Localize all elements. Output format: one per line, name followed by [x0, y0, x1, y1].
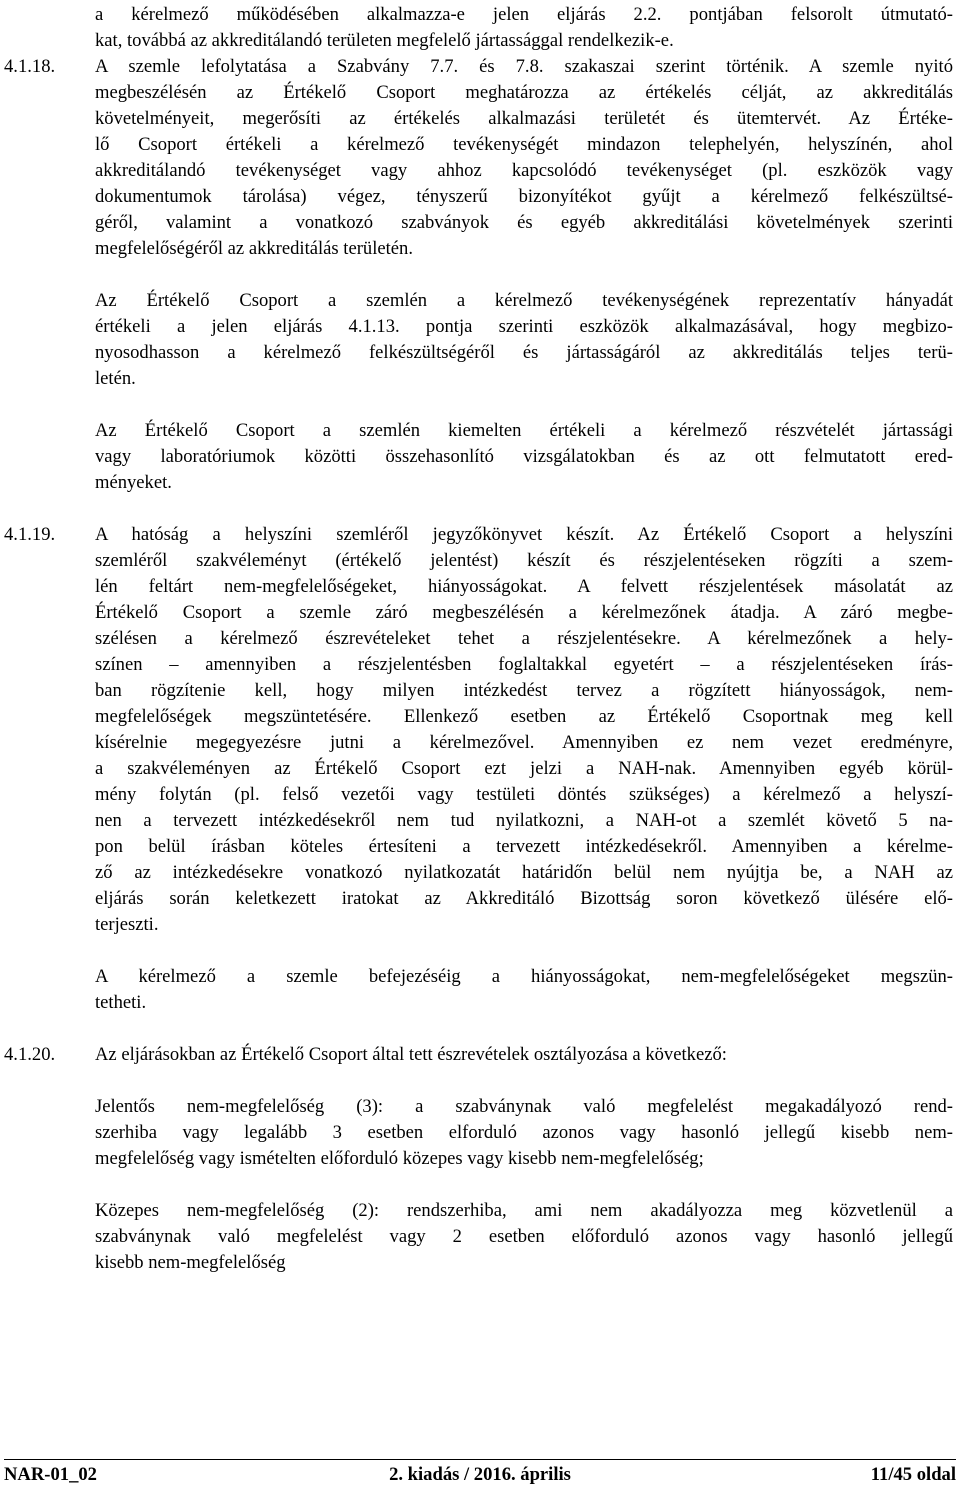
s18-p2-line: értékeli a jelen eljárás 4.1.13. pontja szerinti eszközök alkalmazásával, hogy megbizo- [95, 316, 953, 337]
s18-p1-line: akkreditálandó tevékenységet vagy ahhoz kapcsolódó tevékenységet (pl. eszközök vagy [95, 160, 953, 181]
s20-p3-line: kisebb nem-megfelelőség [95, 1252, 286, 1273]
s20-p3-line: szabványnak való megfelelést vagy 2 esetben előforduló azonos vagy hasonló jellegű [95, 1226, 953, 1247]
s19-p1-line: megfelelőségek megszüntetésére. Ellenkező esetben az Értékelő Csoportnak meg kell [95, 706, 953, 727]
s20-p1-line: Az eljárásokban az Értékelő Csoport által tett észrevételek osztályozása a következő: [95, 1044, 727, 1065]
footer-doc-id: NAR-01_02 [4, 1464, 97, 1485]
s19-p1-line: színen – amennyiben a részjelentésben foglaltakkal egyetért – a részjelentéseken írás- [95, 654, 953, 675]
intro-line-2: kat, továbbá az akkreditálandó területen megfelelő jártassággal rendelkezik-e. [95, 30, 674, 51]
s18-p1-line: megfelelőségéről az akkreditálás területén. [95, 238, 414, 259]
s18-p3-line: vagy laboratóriumok közötti összehasonlító vizsgálatokban és az ott felmutatott ered- [95, 446, 953, 467]
s19-p1-line: nen a tervezett intézkedésekről nem tud nyilatkozni, a NAH-ot a szemlét követő 5 na- [95, 810, 953, 831]
s19-p1-line: terjeszti. [95, 914, 159, 935]
s18-p1-line: géről, valamint a vonatkozó szabványok és egyéb akkreditálási követelmények szerinti [95, 212, 953, 233]
s19-p1-line: eljárás során keletkezett iratokat az Akkreditáló Bizottság soron következő ülésére elő- [95, 888, 953, 909]
s19-p1-line: pon belül írásban köteles értesíteni a tervezett intézkedésekről. Amennyiben a kérelme- [95, 836, 953, 857]
footer-edition: 2. kiadás / 2016. április [389, 1464, 571, 1485]
s19-p2-line: A kérelmező a szemle befejezéséig a hiányosságokat, nem-megfelelőségeket megszün- [95, 966, 953, 987]
footer-page-number: 11/45 oldal [870, 1464, 956, 1485]
s20-p2-line: szerhiba vagy legalább 3 esetben elforduló azonos vagy hasonló jellegű kisebb nem- [95, 1122, 953, 1143]
s19-p1-line: szélésen a kérelmező észrevételeket tehet a részjelentésekre. A kérelmezőnek a hely- [95, 628, 953, 649]
section-number-4-1-19: 4.1.19. [4, 524, 56, 545]
section-number-4-1-18: 4.1.18. [4, 56, 56, 77]
s19-p1-line: kísérelnie megegyezésre jutni a kérelmezővel. Amennyiben ez nem vezet eredményre, [95, 732, 953, 753]
s18-p1-line: dokumentumok tárolása) végez, tényszerű bizonyítékot gyűjt a kérelmező felkészültsé- [95, 186, 953, 207]
s18-p2-line: nyosodhasson a kérelmező felkészültségéről és jártasságáról az akkreditálás teljes terü- [95, 342, 953, 363]
s18-p1-line: lő Csoport értékeli a kérelmező tevékenységét mindazon telephelyén, helyszínén, ahol [95, 134, 953, 155]
s19-p1-line: Értékelő Csoport a szemle záró megbeszélésén a kérelmezőnek átadja. A záró megbe- [95, 602, 953, 623]
s18-p1-line: megbeszélésén az Értékelő Csoport meghatározza az értékelés célját, az akkreditálás [95, 82, 953, 103]
s19-p1-line: a szakvéleményen az Értékelő Csoport ezt jelzi a NAH-nak. Amennyiben egyéb körül- [95, 758, 953, 779]
s19-p1-line: ban rögzítenie kell, hogy milyen intézkedést tervez a rögzített hiányosságok, nem- [95, 680, 953, 701]
intro-line-1: a kérelmező működésében alkalmazza-e jelen eljárás 2.2. pontjában felsorolt útmutató- [95, 4, 953, 25]
s19-p1-line: A hatóság a helyszíni szemléről jegyzőkönyvet készít. Az Értékelő Csoport a helyszíni [95, 524, 953, 545]
s19-p1-line: szemléről szakvéleményt (értékelő jelentést) készít és részjelentéseken rögzíti a szem- [95, 550, 953, 571]
s20-p2-line: Jelentős nem-megfelelőség (3): a szabványnak való megfelelést megakadályozó rend- [95, 1096, 953, 1117]
s19-p2-line: tetheti. [95, 992, 147, 1013]
s20-p3-line: Közepes nem-megfelelőség (2): rendszerhiba, ami nem akadályozza meg közvetlenül a [95, 1200, 953, 1221]
s18-p1-line: A szemle lefolytatása a Szabvány 7.7. és 7.8. szakaszai szerint történik. A szemle nyitó [95, 56, 953, 77]
s18-p2-line: Az Értékelő Csoport a szemlén a kérelmező tevékenységének reprezentatív hányadát [95, 290, 953, 311]
s18-p2-line: letén. [95, 368, 136, 389]
s19-p1-line: ző az intézkedésekre vonatkozó nyilatkozatát határidőn belül nem nyújtja be, a NAH az [95, 862, 953, 883]
s18-p3-line: ményeket. [95, 472, 172, 493]
s19-p1-line: mény folytán (pl. felső vezetői vagy testületi döntés szükséges) a kérelmező a helyszí- [95, 784, 953, 805]
section-number-4-1-20: 4.1.20. [4, 1044, 56, 1065]
s18-p1-line: követelményeit, megerősíti az értékelés alkalmazási területét és ütemtervét. Az Értéke- [95, 108, 953, 129]
s19-p1-line: lén feltárt nem-megfelelőségeket, hiányosságokat. A felvett részjelentések másolatát az [95, 576, 953, 597]
footer-divider [4, 1459, 956, 1460]
s18-p3-line: Az Értékelő Csoport a szemlén kiemelten értékeli a kérelmező részvételét jártassági [95, 420, 953, 441]
s20-p2-line: megfelelőség vagy ismételten előforduló közepes vagy kisebb nem-megfelelőség; [95, 1148, 704, 1169]
